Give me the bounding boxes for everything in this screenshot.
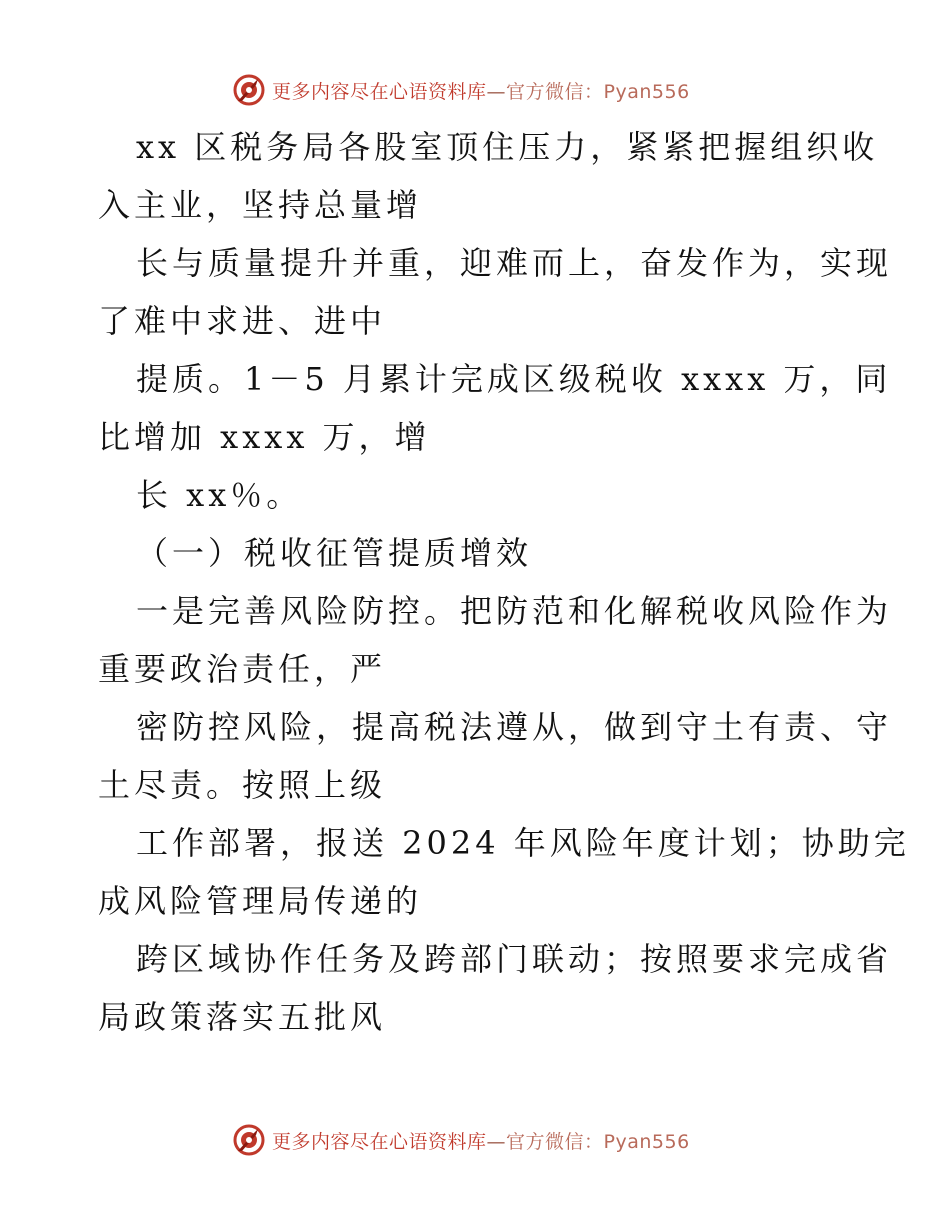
paragraph-line: 重要政治责任，严 bbox=[98, 650, 387, 688]
paragraph-line: 了难中求进、进中 bbox=[98, 302, 387, 340]
watermark-separator: — bbox=[486, 1130, 507, 1153]
footer-watermark bbox=[232, 1120, 752, 1160]
watermark-wechat-text: 官方微信：Pyan556 bbox=[506, 80, 690, 103]
paragraph-line: 跨区域协作任务及跨部门联动；按照要求完成省 bbox=[136, 940, 893, 978]
paragraph-line: 提质。1－5 月累计完成区级税收 xxxx 万，同 bbox=[136, 360, 892, 398]
quill-pen-logo-icon bbox=[232, 1123, 266, 1157]
header-watermark bbox=[232, 70, 752, 110]
section-heading: （一）税收征管提质增效 bbox=[136, 534, 533, 572]
paragraph-line: 成风险管理局传递的 bbox=[98, 882, 423, 920]
watermark-wechat-text: 官方微信：Pyan556 bbox=[506, 1130, 690, 1153]
paragraph-line: xx 区税务局各股室顶住压力，紧紧把握组织收 bbox=[136, 128, 879, 166]
watermark-main-text: 更多内容尽在心语资料库 bbox=[272, 1130, 487, 1153]
paragraph-line: 入主业，坚持总量增 bbox=[98, 186, 423, 224]
quill-pen-logo-icon bbox=[232, 73, 266, 107]
paragraph-line: 密防控风险，提高税法遵从，做到守土有责、守 bbox=[136, 708, 893, 746]
paragraph-line: 长 xx％。 bbox=[136, 476, 303, 514]
paragraph-line: 土尽责。按照上级 bbox=[98, 766, 387, 804]
watermark-separator: — bbox=[486, 80, 507, 103]
paragraph-line: 比增加 xxxx 万，增 bbox=[98, 418, 431, 456]
watermark-main-text: 更多内容尽在心语资料库 bbox=[272, 80, 487, 103]
document-body bbox=[98, 118, 910, 1046]
paragraph-line: 一是完善风险防控。把防范和化解税收风险作为 bbox=[136, 592, 893, 630]
paragraph-line: 长与质量提升并重，迎难而上，奋发作为，实现 bbox=[136, 244, 893, 282]
paragraph-line: 局政策落实五批风 bbox=[98, 998, 387, 1036]
paragraph-line: 工作部署，报送 2024 年风险年度计划；协助完 bbox=[136, 824, 910, 862]
